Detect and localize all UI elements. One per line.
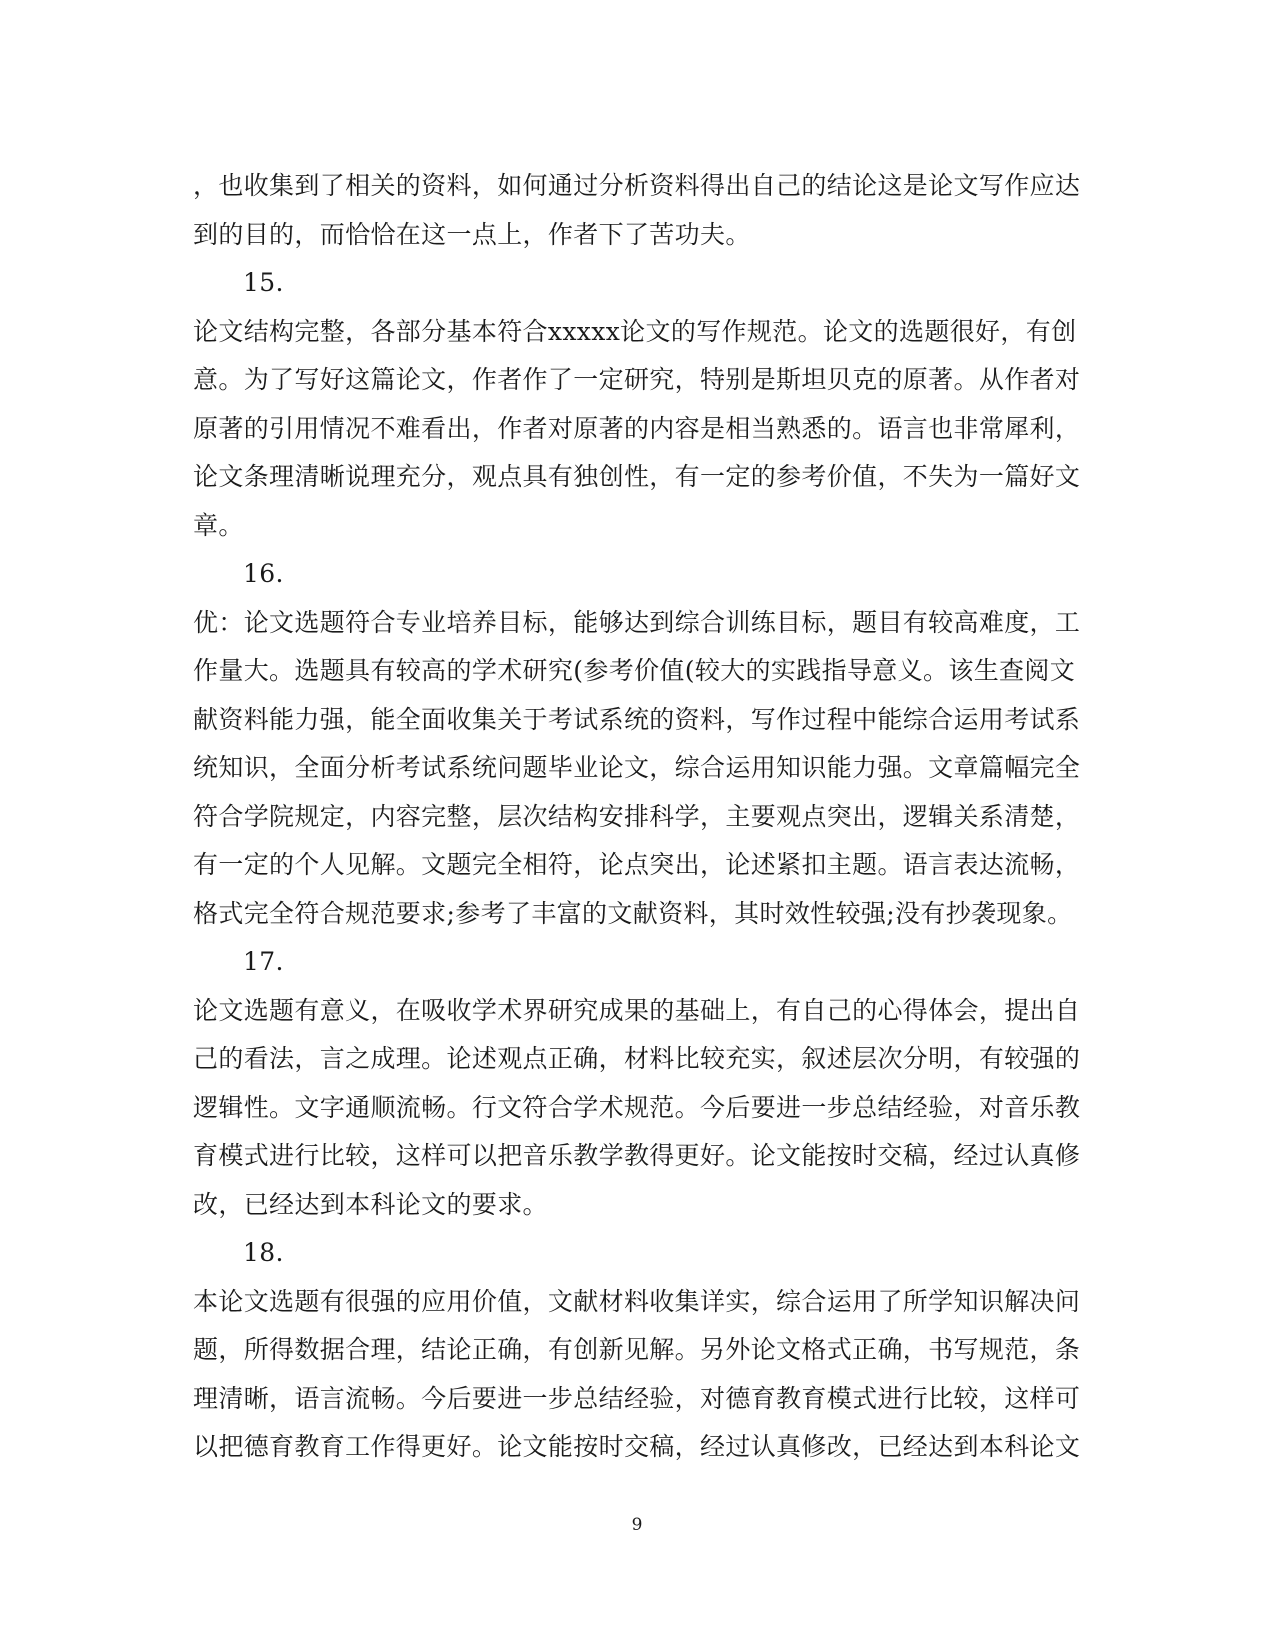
text-line: 意。为了写好这篇论文，作者作了一定研究，特别是斯坦贝克的原著。从作者对	[193, 365, 1081, 394]
page-number: 9	[631, 1515, 643, 1535]
text-line: 章。	[193, 510, 244, 540]
text-line: 原著的引用情况不难看出，作者对原著的内容是相当熟悉的。语言也非常犀利，	[193, 413, 1081, 443]
item-number: 18.	[243, 1238, 284, 1267]
text-line: 育模式进行比较，这样可以把音乐教学教得更好。论文能按时交稿，经过认真修	[193, 1141, 1081, 1170]
text-line: 有一定的个人见解。文题完全相符，论点突出，论述紧扣主题。语言表达流畅，	[193, 850, 1081, 879]
text-line: 符合学院规定，内容完整，层次结构安排科学，主要观点突出，逻辑关系清楚，	[193, 801, 1081, 831]
text-line: 改，已经达到本科论文的要求。	[193, 1189, 548, 1219]
text-line: 格式完全符合规范要求;参考了丰富的文献资料，其时效性较强;没有抄袭现象。	[193, 898, 1073, 928]
text-line: 论文结构完整，各部分基本符合xxxxx论文的写作规范。论文的选题很好，有创	[193, 316, 1077, 346]
text-line: 优：论文选题符合专业培养目标，能够达到综合训练目标，题目有较高难度，工	[193, 607, 1081, 637]
item-number: 15.	[243, 268, 284, 297]
text-line: 本论文选题有很强的应用价值，文献材料收集详实，综合运用了所学知识解决问	[193, 1286, 1081, 1316]
text-line: 以把德育教育工作得更好。论文能按时交稿，经过认真修改，已经达到本科论文	[193, 1432, 1081, 1461]
text-line: 论文选题有意义，在吸收学术界研究成果的基础上，有自己的心得体会，提出自	[193, 995, 1081, 1025]
item-number: 17.	[243, 947, 284, 976]
text-line: 理清晰，语言流畅。今后要进一步总结经验，对德育教育模式进行比较，这样可	[193, 1383, 1081, 1413]
text-line: 统知识，全面分析考试系统问题毕业论文，综合运用知识能力强。文章篇幅完全	[193, 753, 1081, 782]
text-line: 到的目的，而恰恰在这一点上，作者下了苦功夫。	[193, 219, 751, 249]
text-line: 逻辑性。文字通顺流畅。行文符合学术规范。今后要进一步总结经验，对音乐教	[193, 1092, 1081, 1122]
text-line: 献资料能力强，能全面收集关于考试系统的资料，写作过程中能综合运用考试系	[193, 704, 1081, 734]
text-line: 作量大。选题具有较高的学术研究(参考价值(较大的实践指导意义。该生查阅文	[193, 656, 1076, 685]
text-line: 己的看法，言之成理。论述观点正确，材料比较充实，叙述层次分明，有较强的	[193, 1044, 1081, 1073]
text-line: 题，所得数据合理，结论正确，有创新见解。另外论文格式正确，书写规范，条	[193, 1335, 1081, 1364]
item-number: 16.	[243, 559, 284, 588]
text-line: 论文条理清晰说理充分，观点具有独创性，有一定的参考价值，不失为一篇好文	[193, 462, 1081, 491]
text-line: ，也收集到了相关的资料，如何通过分析资料得出自己的结论这是论文写作应达	[193, 171, 1081, 200]
document-body	[193, 162, 1085, 1472]
